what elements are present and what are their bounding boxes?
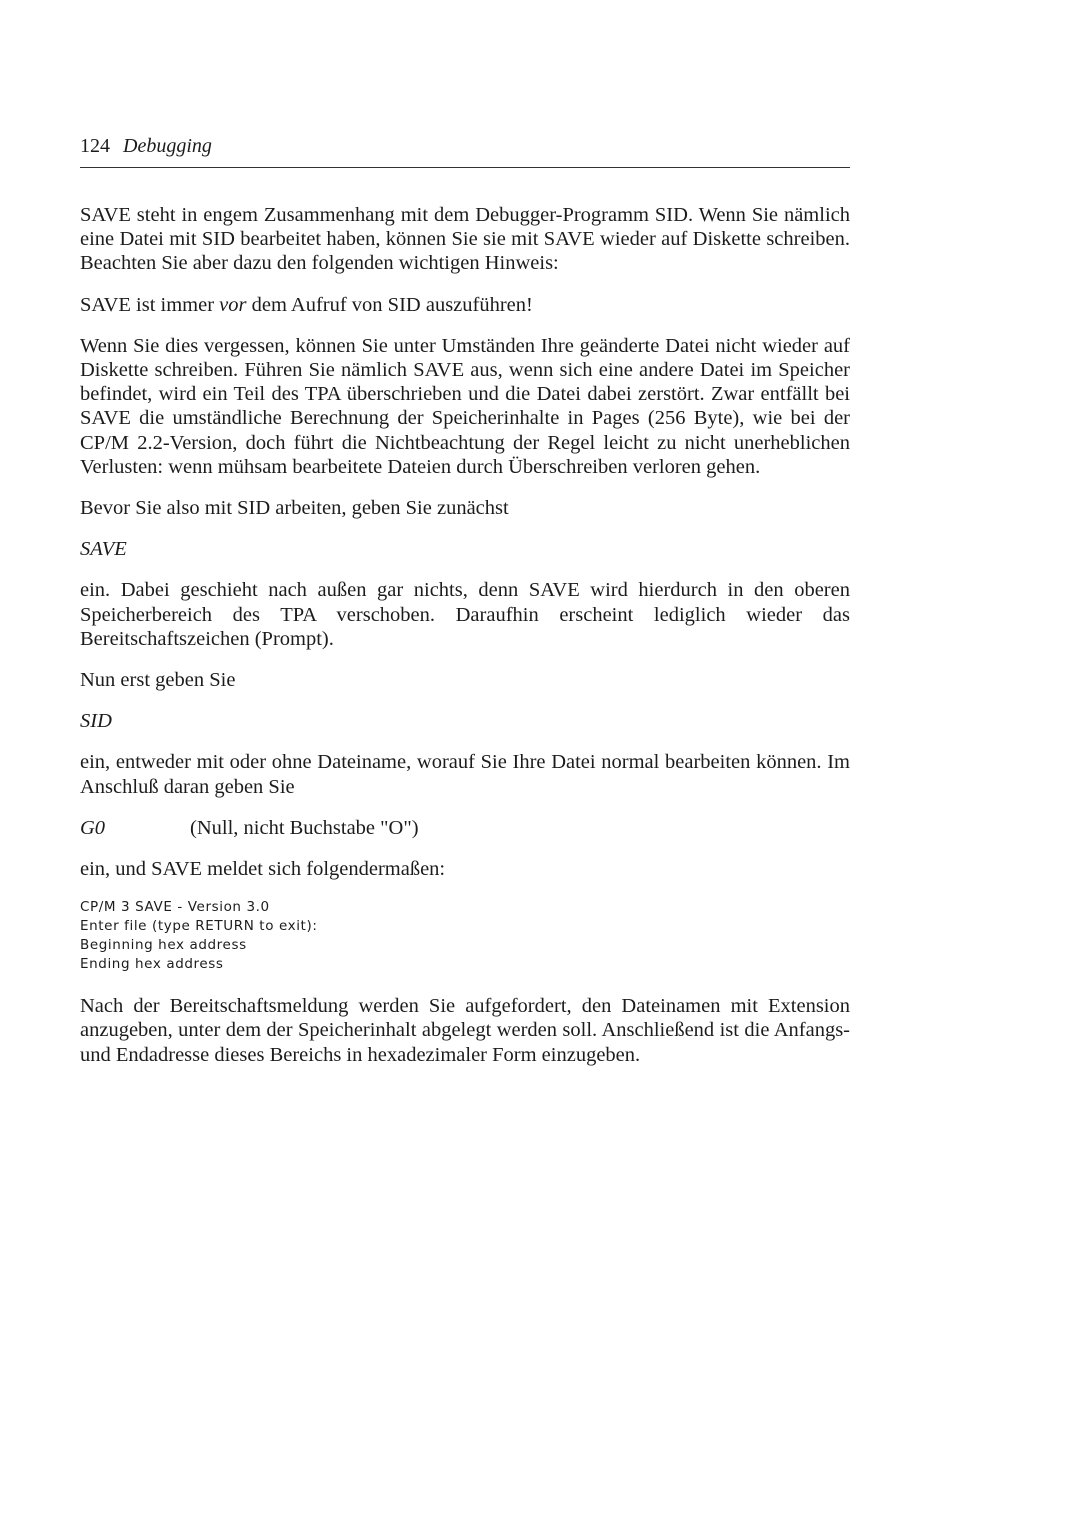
page-number: 124 — [80, 135, 110, 157]
paragraph-save-reports: ein, und SAVE meldet sich folgendermaßen: — [80, 858, 446, 881]
command-sid: SID — [80, 710, 112, 733]
body-text — [80, 203, 850, 1084]
warning-text-start: SAVE ist immer — [80, 293, 220, 316]
paragraph-filename-prompt: Nach der Bereitschaftsmeldung werden Sie aufgefordert, den Dateinamen mit Extension anzugeben, unter dem der Speicherinhalt abgelegt werden soll. Anschließend ist die Anfangs- und Endadresse dieses Bereichs in hexadezimaler Form einzugeben. — [80, 995, 850, 1066]
header-rule — [80, 167, 850, 168]
paragraph-intro: SAVE steht in engem Zusammenhang mit dem Debugger-Programm SID. Wenn Sie nämlich eine Datei mit SID bearbeitet haben, können Sie sie mit SAVE wieder auf Diskette schreiben. Beachten Sie aber dazu den folgenden wichtigen Hinweis: — [80, 204, 850, 275]
command-g0: G0 — [80, 816, 106, 839]
code-line: CP/M 3 SAVE - Version 3.0 — [80, 899, 270, 916]
paragraph-now-enter: Nun erst geben Sie — [80, 669, 236, 692]
code-line: Beginning hex address — [80, 937, 247, 954]
paragraph-after-sid: ein, entweder mit oder ohne Dateiname, worauf Sie Ihre Datei normal bearbeiten können. Im Anschluß daran geben Sie — [80, 751, 850, 798]
code-line: Ending hex address — [80, 956, 224, 973]
command-save: SAVE — [80, 538, 127, 561]
section-title: Debugging — [123, 135, 212, 157]
paragraph-before-sid: Bevor Sie also mit SID arbeiten, geben Sie zunächst — [80, 497, 509, 520]
code-line: Enter file (type RETURN to exit): — [80, 918, 318, 935]
save-output-listing — [80, 898, 850, 974]
paragraph-consequences: Wenn Sie dies vergessen, können Sie unter Umständen Ihre geänderte Datei nicht wieder auf Diskette schreiben. Führen Sie nämlich SAVE aus, wenn sich eine andere Datei im Speicher befindet, wird ein Teil des TPA überschrieben und die Datei dabei zerstört. Zwar entfällt bei SAVE die umständliche Berechnung der Speicherinhalte in Pages (256 Byte), wie bei der CP/M 2.2-Version, doch führt die Nichtbeachtung der Regel leicht zu nicht unerheblichen Verlusten: wenn mühsam bearbeitete Dateien durch Überschreiben verloren gehen. — [80, 334, 850, 478]
warning-text-end: dem Aufruf von SID auszuführen! — [246, 293, 533, 316]
paragraph-save-effect: ein. Dabei geschieht nach außen gar nichts, denn SAVE wird hierdurch in den oberen Speicherbereich des TPA verschoben. Daraufhin erscheint lediglich wieder das Bereitschaftszeichen (Prompt). — [80, 579, 850, 650]
paragraph-warning — [80, 293, 850, 317]
command-g0-note: (Null, nicht Buchstabe "O") — [190, 816, 419, 839]
command-g0-row — [80, 816, 850, 840]
warning-emphasis: vor — [219, 293, 247, 316]
page-header — [80, 132, 850, 160]
